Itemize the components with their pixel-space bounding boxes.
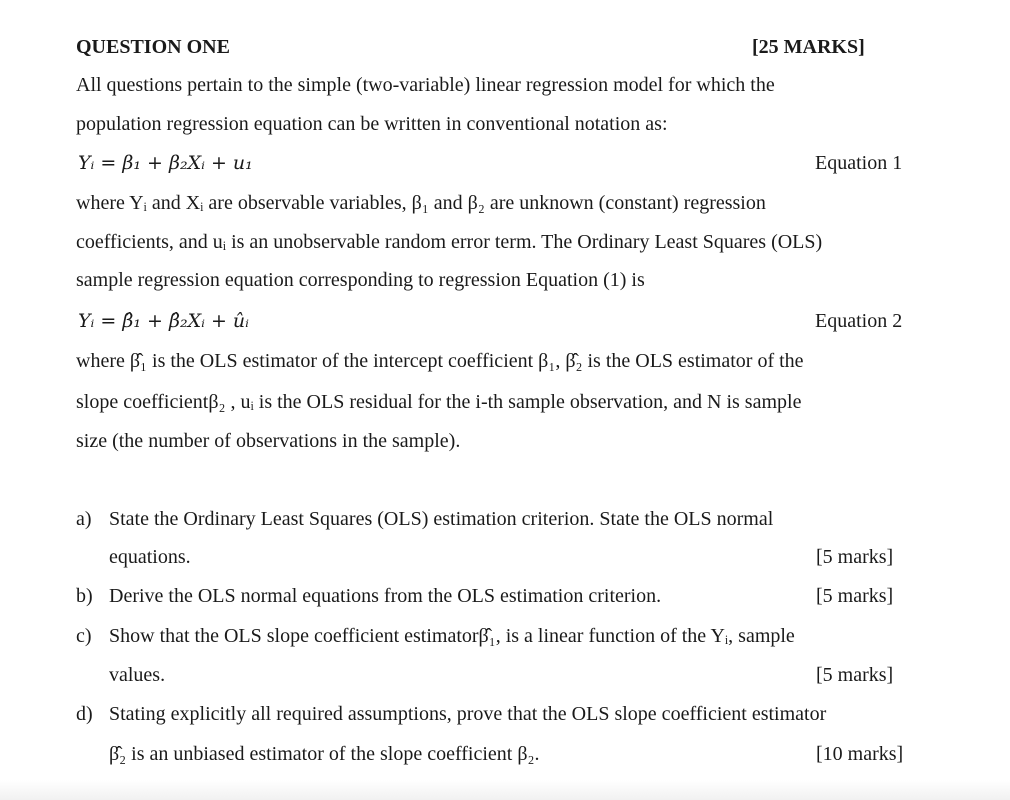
explanation-1-line-3: sample regression equation corresponding to regression Equation (1) is (76, 269, 645, 291)
explanation-2-line-1: where β̂₁ is the OLS estimator of the intercept coefficient β₁, β̂₂ is the OLS estimator of the (76, 350, 804, 372)
question-a-marks: [5 marks] (816, 546, 894, 568)
explanation-1-line-2: coefficients, and uᵢ is an unobservable random error term. The Ordinary Least Squares (OLS) (76, 231, 823, 253)
question-b-marks: [5 marks] (816, 585, 894, 607)
question-d-line-1: Stating explicitly all required assumptions, prove that the OLS slope coefficient estimator (109, 703, 827, 725)
total-marks: [25 MARKS] (752, 36, 865, 58)
equation-1-label: Equation 1 (815, 152, 903, 174)
intro-line-1: All questions pertain to the simple (two-variable) linear regression model for which the (76, 74, 775, 96)
explanation-1-line-1: where Yᵢ and Xᵢ are observable variables, β₁ and β₂ are unknown (constant) regression (76, 192, 766, 214)
question-c-letter: c) (76, 625, 92, 647)
explanation-2-line-2: slope coefficientβ₂ , uᵢ is the OLS residual for the i-th sample observation, and N is sample (76, 391, 802, 413)
question-a-line-1: State the Ordinary Least Squares (OLS) estimation criterion. State the OLS normal (109, 508, 774, 530)
equation-2-label: Equation 2 (815, 310, 903, 332)
question-c-marks: [5 marks] (816, 664, 894, 686)
explanation-2-line-3: size (the number of observations in the sample). (76, 430, 461, 452)
question-a-line-2: equations. (109, 546, 191, 568)
question-c-line-1: Show that the OLS slope coefficient estimatorβ̂₁, is a linear function of the Yᵢ, sample (109, 625, 795, 647)
question-c-line-2: values. (109, 664, 166, 686)
equation-1-formula: Yᵢ = β₁ + β₂Xᵢ + u₁ (78, 152, 253, 174)
page-bottom-shade (0, 780, 1010, 800)
question-d-line-2: β̂₂ is an unbiased estimator of the slope coefficient β₂. (109, 743, 540, 765)
question-a-letter: a) (76, 508, 92, 530)
question-b-letter: b) (76, 585, 93, 607)
question-d-letter: d) (76, 703, 93, 725)
question-title: QUESTION ONE (76, 36, 230, 58)
question-b-line-1: Derive the OLS normal equations from the OLS estimation criterion. (109, 585, 662, 607)
equation-2-formula: Yᵢ = β̂₁ + β̂₂Xᵢ + ûᵢ (78, 310, 249, 332)
intro-line-2: population regression equation can be written in conventional notation as: (76, 113, 668, 135)
question-d-marks: [10 marks] (816, 743, 904, 765)
